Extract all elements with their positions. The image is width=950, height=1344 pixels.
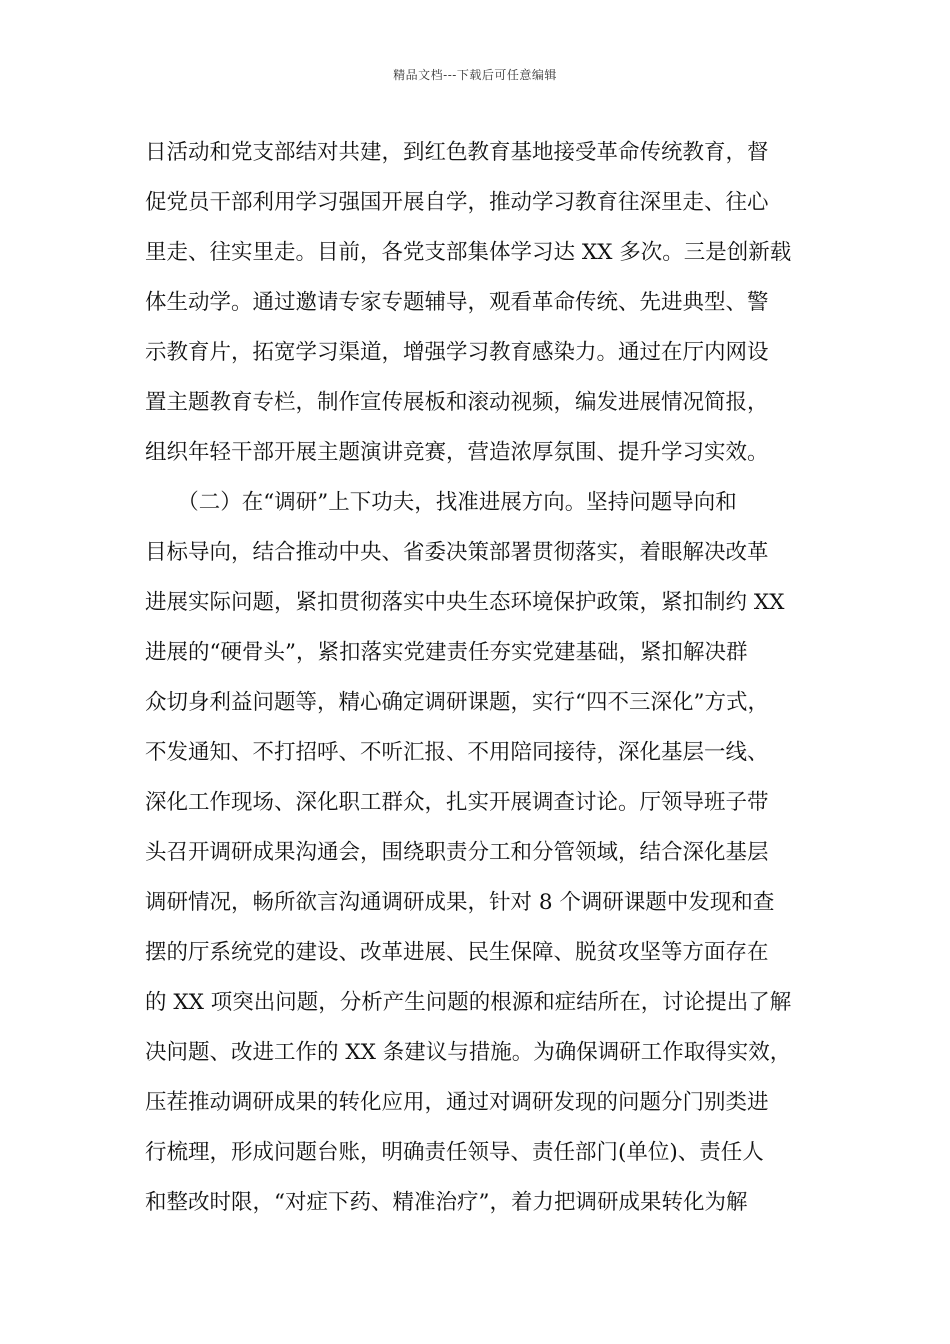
text-line: 目标导向，结合推动中央、省委决策部署贯彻落实，着眼解决改革 xyxy=(145,540,769,565)
text-line: 示教育片，拓宽学习渠道，增强学习教育感染力。通过在厅内网设 xyxy=(145,340,769,365)
text-line: 众切身利益问题等，精心确定调研课题，实行“四不三深化”方式， xyxy=(145,690,769,715)
text-line: 不发通知、不打招呼、不听汇报、不用陪同接待，深化基层一线、 xyxy=(145,740,769,765)
text-line: 行梳理，形成问题台账，明确责任领导、责任部门(单位)、责任人 xyxy=(145,1140,764,1165)
text-line: 决问题、改进工作的 XX 条建议与措施。为确保调研工作取得实效， xyxy=(145,1040,792,1065)
text-line: 调研情况，畅所欲言沟通调研成果，针对 8 个调研课题中发现和查 xyxy=(145,890,775,915)
page-header: 精品文档---下载后可任意编辑 xyxy=(393,68,557,82)
text-line: 组织年轻干部开展主题演讲竞赛，营造浓厚氛围、提升学习实效。 xyxy=(145,440,769,465)
text-line: 摆的厅系统党的建设、改革进展、民生保障、脱贫攻坚等方面存在 xyxy=(145,940,769,965)
text-line: 促党员干部利用学习强国开展自学，推动学习教育往深里走、往心 xyxy=(145,190,769,215)
text-line: 里走、往实里走。目前，各党支部集体学习达 XX 多次。三是创新载 xyxy=(145,240,792,265)
text-line: （二）在“调研”上下功夫，找准进展方向。坚持问题导向和 xyxy=(145,490,737,515)
text-line: 和整改时限，“对症下药、精准治疗”，着力把调研成果转化为解 xyxy=(145,1190,748,1215)
text-line: 置主题教育专栏，制作宣传展板和滚动视频，编发进展情况简报， xyxy=(145,390,769,415)
text-line: 深化工作现场、深化职工群众，扎实开展调查讨论。厅领导班子带 xyxy=(145,790,769,815)
body-text xyxy=(145,128,835,1228)
text-line: 进展的“硬骨头”，紧扣落实党建责任夯实党建基础，紧扣解决群 xyxy=(145,640,748,665)
text-line: 日活动和党支部结对共建，到红色教育基地接受革命传统教育，督 xyxy=(145,140,769,165)
text-line: 体生动学。通过邀请专家专题辅导，观看革命传统、先进典型、警 xyxy=(145,290,769,315)
text-line: 压茬推动调研成果的转化应用，通过对调研发现的问题分门别类进 xyxy=(145,1090,769,1115)
text-line: 头召开调研成果沟通会，围绕职责分工和分管领域，结合深化基层 xyxy=(145,840,769,865)
text-line: 进展实际问题，紧扣贯彻落实中央生态环境保护政策，紧扣制约 XX xyxy=(145,590,785,615)
text-line: 的 XX 项突出问题，分析产生问题的根源和症结所在，讨论提出了解 xyxy=(145,990,792,1015)
